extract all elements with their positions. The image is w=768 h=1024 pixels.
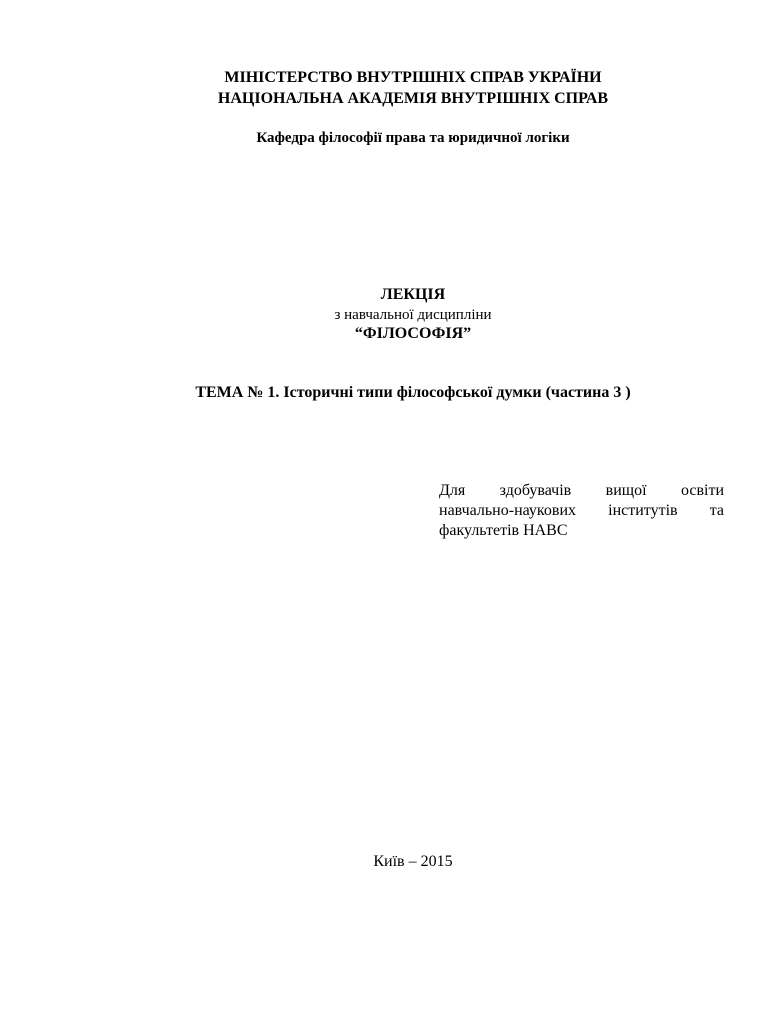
academy-title: НАЦІОНАЛЬНА АКАДЕМІЯ ВНУТРІШНІХ СПРАВ [217, 90, 609, 107]
document-type: ЛЕКЦІЯ [380, 286, 446, 303]
ministry-title: МІНІСТЕРСТВО ВНУТРІШНІХ СПРАВ УКРАЇНИ [224, 69, 602, 86]
place-and-year: Київ – 2015 [373, 853, 453, 870]
discipline-name: “ФІЛОСОФІЯ” [354, 325, 472, 342]
lecture-topic: ТЕМА № 1. Історичні типи філософської думки (частина 3 ) [195, 384, 631, 401]
discipline-intro: з навчальної дисципліни [334, 307, 492, 323]
audience-line-3: факультетів НАВС [439, 522, 568, 539]
department-title: Кафедра філософії права та юридичної логіки [256, 130, 570, 146]
audience-line-2: навчально-наукових інститутів та [439, 502, 724, 519]
audience-note [439, 481, 724, 541]
audience-line-1: Для здобувачів вищої освіти [439, 482, 724, 499]
